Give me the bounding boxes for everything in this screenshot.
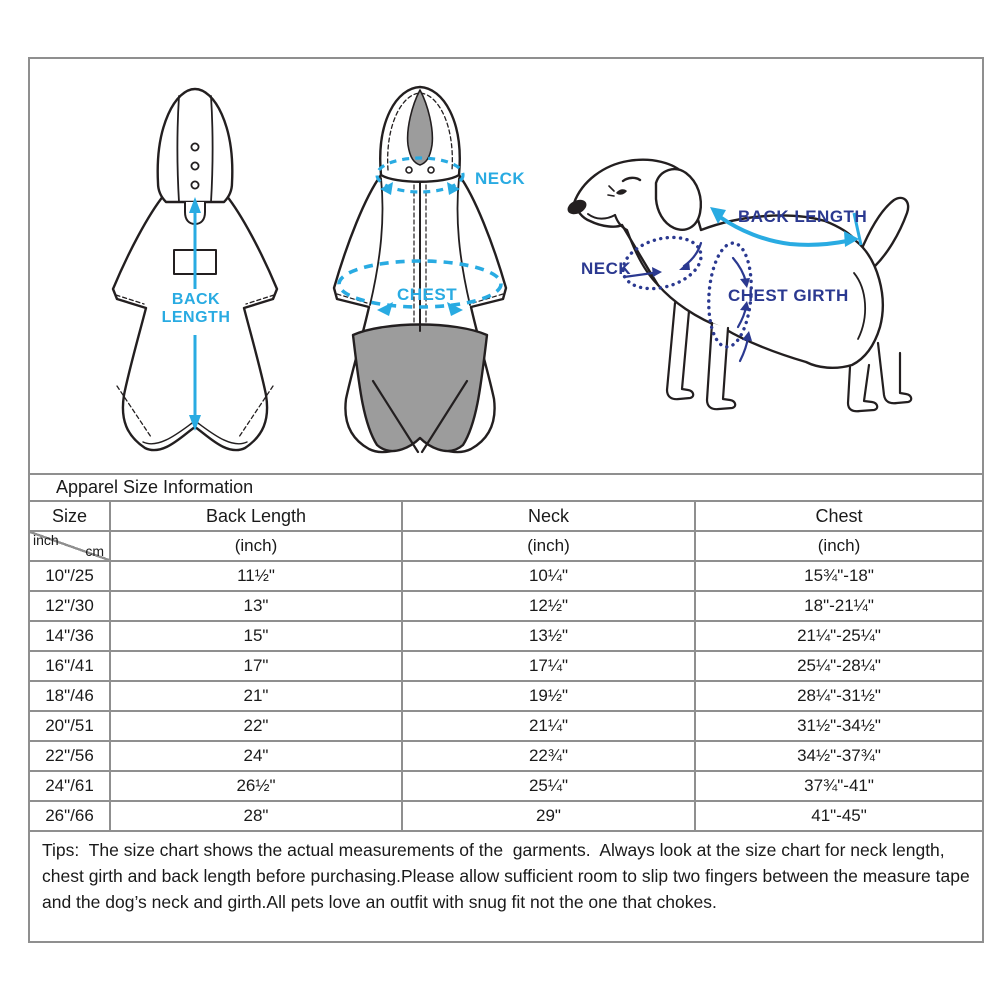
cell-size: 10"/25 (30, 561, 110, 591)
column-header-back-length: Back Length (110, 501, 402, 531)
raincoat-front-view-illustration (325, 83, 515, 458)
cell-neck: 21¼" (402, 711, 695, 741)
cell-size: 18"/46 (30, 681, 110, 711)
chest-unit: (inch) (695, 531, 982, 561)
cell-chest: 37¾"-41" (695, 771, 982, 801)
cell-chest: 21¼"-25¼" (695, 621, 982, 651)
cell-chest: 41"-45" (695, 801, 982, 830)
cell-chest: 15¾"-18" (695, 561, 982, 591)
cell-size: 22"/56 (30, 741, 110, 771)
size-row (30, 681, 982, 711)
cell-back-length: 21" (110, 681, 402, 711)
cell-neck: 29" (402, 801, 695, 830)
cell-neck: 25¼" (402, 771, 695, 801)
cell-size: 14"/36 (30, 621, 110, 651)
dog-chest-girth-label: CHEST GIRTH (728, 286, 849, 305)
cell-chest: 28¼"-31½" (695, 681, 982, 711)
table-title-row (30, 475, 982, 501)
size-row (30, 621, 982, 651)
cell-size: 16"/41 (30, 651, 110, 681)
size-unit-diagonal-cell (30, 531, 110, 561)
coat-back-length-label: BACK LENGTH (161, 291, 231, 327)
cell-neck: 10¼" (402, 561, 695, 591)
cell-chest: 25¼"-28¼" (695, 651, 982, 681)
cell-neck: 12½" (402, 591, 695, 621)
dog-neck-label: NECK (581, 259, 632, 278)
size-row (30, 651, 982, 681)
cell-chest: 31½"-34½" (695, 711, 982, 741)
cell-size: 20"/51 (30, 711, 110, 741)
cell-neck: 17¼" (402, 651, 695, 681)
neck-unit: (inch) (402, 531, 695, 561)
cell-back-length: 24" (110, 741, 402, 771)
size-row (30, 741, 982, 771)
cell-back-length: 13" (110, 591, 402, 621)
cell-back-length: 17" (110, 651, 402, 681)
measurement-illustrations (30, 59, 982, 475)
table-unit-row (30, 531, 982, 561)
tips-text: Tips: The size chart shows the actual measurements of the garments. Always look at the size chart for neck length, chest girth and back length before purchasing.Please allow sufficient room to slip two fingers between the measure tape and the dog’s neck and girth.All pets love an outfit with snug fit not the one that chokes. (30, 830, 982, 941)
cell-back-length: 26½" (110, 771, 402, 801)
column-header-chest: Chest (695, 501, 982, 531)
cell-size: 12"/30 (30, 591, 110, 621)
unit-cm-label: cm (85, 543, 104, 559)
coat-neck-label: NECK (475, 169, 526, 188)
table-title: Apparel Size Information (30, 475, 982, 501)
apparel-size-table (30, 475, 982, 830)
cell-size: 26"/66 (30, 801, 110, 830)
bordered-board (28, 57, 984, 943)
column-header-neck: Neck (402, 501, 695, 531)
size-row (30, 561, 982, 591)
dog-back-length-label: BACK LENGTH (738, 207, 868, 226)
cell-back-length: 22" (110, 711, 402, 741)
cell-neck: 22¾" (402, 741, 695, 771)
unit-inch-label: inch (33, 532, 59, 548)
cell-chest: 34½"-37¾" (695, 741, 982, 771)
size-row (30, 591, 982, 621)
size-row (30, 801, 982, 830)
cell-chest: 18"-21¼" (695, 591, 982, 621)
back-length-unit: (inch) (110, 531, 402, 561)
size-row (30, 711, 982, 741)
raincoat-back-view-illustration (100, 83, 290, 458)
cell-back-length: 28" (110, 801, 402, 830)
coat-chest-label: CHEST (397, 285, 458, 304)
cell-back-length: 15" (110, 621, 402, 651)
size-row (30, 771, 982, 801)
cell-back-length: 11½" (110, 561, 402, 591)
cell-neck: 19½" (402, 681, 695, 711)
cell-size: 24"/61 (30, 771, 110, 801)
table-header-row (30, 501, 982, 531)
column-header-size: Size (30, 501, 110, 531)
cell-neck: 13½" (402, 621, 695, 651)
